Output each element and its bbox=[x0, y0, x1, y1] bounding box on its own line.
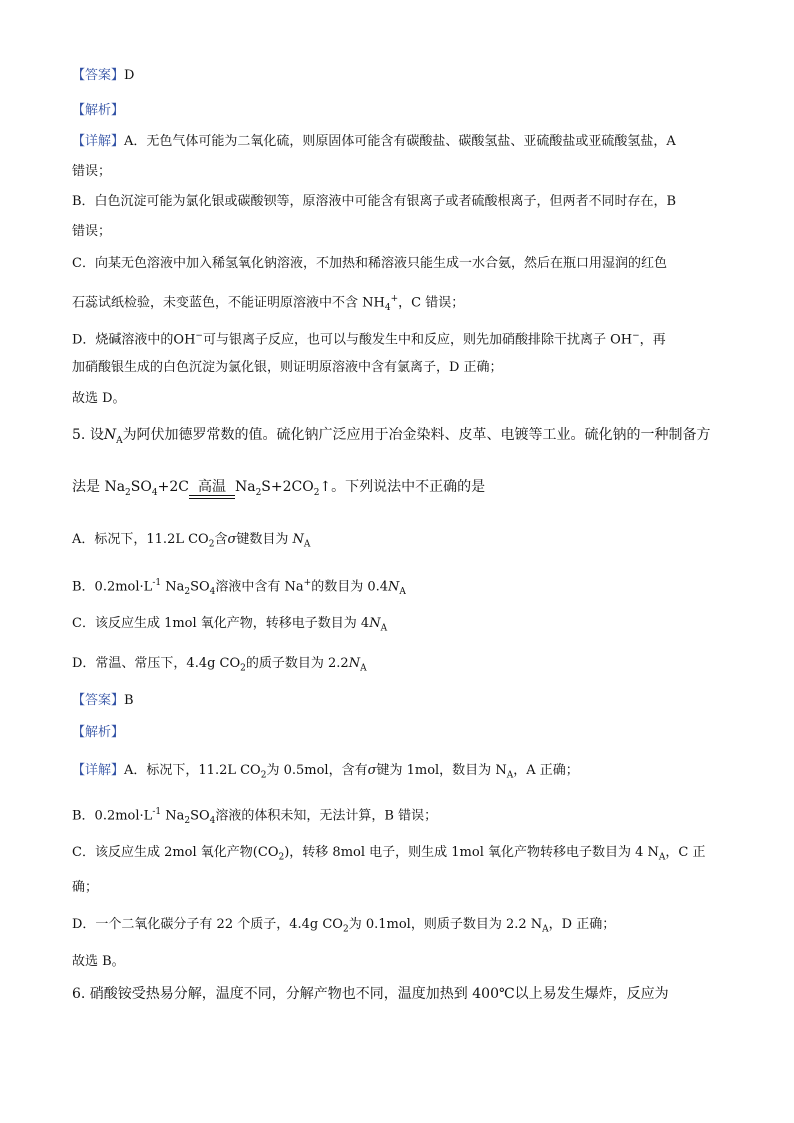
q5-answer-value: B bbox=[124, 693, 134, 708]
q5-a-sub: 2 bbox=[260, 770, 267, 781]
opt-a-sub: 2 bbox=[208, 539, 215, 550]
detail-d-line1 bbox=[72, 326, 666, 350]
q5-a-3: 键为 1mol，数目为 N bbox=[376, 763, 507, 778]
q5-a-4: ，A 正确； bbox=[513, 763, 579, 778]
q5-analysis-tag: 【解析】 bbox=[72, 725, 125, 740]
d1-c: ，再 bbox=[639, 332, 666, 348]
detail-a-line1 bbox=[72, 132, 676, 152]
q5-stem-b: 为阿伏加德罗常数的值。硫化钠广泛应用于冶金染料、皮革、电镀等工业。硫化钠的一种制备方 bbox=[122, 427, 711, 443]
opt-b-s2: 4 bbox=[209, 586, 216, 597]
q5-detail-c-line2: 确； bbox=[72, 880, 99, 895]
q5-b-1: B．0.2mol·L bbox=[72, 808, 153, 824]
q5-stem-a: 设 bbox=[89, 427, 104, 443]
d1-sup1: − bbox=[195, 331, 203, 341]
q5-c-2: )，转移 8mol 电子，则生成 1mol 氧化产物转移电子数目为 4 N bbox=[284, 845, 659, 860]
eq-s1: 2 bbox=[125, 487, 131, 498]
eq-f: ↑。下列说法中不正确的是 bbox=[319, 479, 486, 495]
detail-c-line2 bbox=[72, 289, 464, 318]
q5-d-2: 为 0.1mol，则质子数目为 2.2 N bbox=[348, 917, 543, 932]
detail-b-line2: 错误； bbox=[72, 224, 112, 239]
opt-a-na: N bbox=[292, 532, 304, 547]
opt-b-3: SO bbox=[190, 579, 210, 595]
q5-a-2: 为 0.5mol，含有 bbox=[266, 763, 368, 778]
q5-answer-tag: 【答案】 bbox=[72, 693, 125, 708]
q5-d-sub: 2 bbox=[342, 924, 349, 935]
q5-b-4: 溶液的体积未知，无法计算，B 错误； bbox=[215, 808, 438, 824]
opt-c-na: N bbox=[369, 616, 381, 631]
q5-b-s1: 2 bbox=[184, 815, 191, 826]
q5-b-sup: -1 bbox=[152, 807, 162, 817]
opt-b-5: 的数目为 0.4 bbox=[311, 579, 389, 595]
q5-c-sub: 2 bbox=[278, 852, 285, 863]
option-b bbox=[72, 573, 406, 602]
opt-d-sub: 2 bbox=[240, 663, 246, 674]
q6-stem: 6. 硝酸铵受热易分解，温度不同，分解产物也不同，温度加热到 400℃以上易发生爆炸，反应为 bbox=[72, 986, 669, 1002]
opt-c-na-sub: A bbox=[380, 623, 388, 634]
q5-c-3: ，C 正 bbox=[665, 845, 706, 860]
q5-c-na-sub: A bbox=[658, 852, 666, 863]
q5-detail-d bbox=[72, 915, 615, 940]
q5-b-2: Na bbox=[161, 808, 185, 824]
eq-d: Na bbox=[234, 479, 256, 495]
c2-sup: + bbox=[390, 294, 399, 304]
q5-stem-line2 bbox=[72, 477, 485, 503]
analysis-tag: 【解析】 bbox=[72, 103, 125, 118]
opt-a-na-sub: A bbox=[303, 539, 311, 550]
q5-d-1: D．一个二氧化碳分子有 22 个质子，4.4g CO bbox=[72, 917, 343, 932]
opt-c-1: C．该反应生成 1mol 氧化产物，转移电子数目为 4 bbox=[72, 616, 370, 631]
answer-line bbox=[72, 66, 134, 86]
q4-conclusion: 故选 D。 bbox=[72, 391, 126, 406]
detail-tag: 【详解】 bbox=[72, 134, 125, 149]
q5-number: 5. bbox=[72, 427, 86, 443]
opt-a-sigma: σ bbox=[227, 532, 237, 547]
d1-b: 可与银离子反应，也可以与酸发生中和反应，则先加硝酸排除干扰离子 OH bbox=[202, 332, 633, 348]
opt-d-na-sub: A bbox=[360, 663, 367, 674]
detail-d-line2: 加硝酸银生成的白色沉淀为氯化银，则证明原溶液中含有氯离子，D 正确； bbox=[72, 360, 503, 375]
q5-na-sub: A bbox=[116, 435, 123, 446]
opt-b-2: Na bbox=[161, 579, 185, 595]
q5-answer-line bbox=[72, 691, 134, 711]
q5-detail-b bbox=[72, 802, 437, 831]
opt-b-4: 溶液中含有 Na bbox=[215, 579, 304, 595]
detail-c-line1: C．向某无色溶液中加入稀氢氧化钠溶液，不加热和稀溶液只能生成一水合氨，然后在瓶口用湿润的红色 bbox=[72, 256, 667, 271]
q5-d-na-sub: A bbox=[542, 924, 549, 935]
opt-b-sup: -1 bbox=[152, 578, 162, 588]
eq-e: S+2CO bbox=[261, 479, 314, 495]
opt-b-1: B．0.2mol·L bbox=[72, 579, 153, 595]
opt-a-2: 含 bbox=[214, 532, 228, 547]
q5-d-3: ，D 正确； bbox=[548, 917, 616, 932]
reaction-condition bbox=[189, 478, 235, 503]
c2-sub: 4 bbox=[384, 302, 391, 313]
q5-c-1: C．该反应生成 2mol 氧化产物(CO bbox=[72, 845, 279, 860]
opt-a-3: 键数目为 bbox=[236, 532, 289, 547]
d1-a: D．烧碱溶液中的OH bbox=[72, 332, 196, 348]
q5-detail-c-line1 bbox=[72, 843, 706, 868]
q5-detail-tag: 【详解】 bbox=[72, 763, 125, 778]
option-c bbox=[72, 614, 387, 639]
q5-b-s2: 4 bbox=[209, 815, 216, 826]
opt-a-1: A．标况下，11.2L CO bbox=[72, 532, 209, 547]
option-a bbox=[72, 530, 310, 555]
detail-a-text: A．无色气体可能为二氧化硫，则原固体可能含有碳酸盐、碳酸氢盐、亚硫酸盐或亚硫酸氢盐，A bbox=[124, 134, 676, 149]
opt-d-na: N bbox=[348, 656, 361, 671]
d1-sup2: − bbox=[632, 331, 640, 341]
eq-s3: 2 bbox=[255, 487, 262, 498]
eq-a: 法是 Na bbox=[72, 479, 126, 495]
opt-d-1: D．常温、常压下，4.4g CO bbox=[72, 656, 241, 671]
condition-label: 高温 bbox=[197, 478, 226, 495]
eq-b: SO bbox=[130, 479, 152, 495]
answer-value: D bbox=[124, 68, 135, 83]
q5-a-sigma: σ bbox=[367, 763, 377, 778]
q5-stem-line1 bbox=[72, 425, 711, 451]
q5-na: N bbox=[103, 427, 117, 443]
eq-c: +2C bbox=[157, 479, 189, 495]
opt-b-na: N bbox=[388, 579, 400, 595]
answer-tag: 【答案】 bbox=[72, 68, 125, 83]
option-d bbox=[72, 654, 367, 679]
q5-a-1: A．标况下，11.2L CO bbox=[124, 763, 261, 778]
detail-a-line2: 错误； bbox=[72, 164, 112, 179]
q5-conclusion: 故选 B。 bbox=[72, 954, 125, 969]
c2-text: 石蕊试纸检验，未变蓝色，不能证明原溶液中不含 NH bbox=[72, 295, 385, 311]
opt-b-na-sub: A bbox=[399, 586, 406, 597]
opt-b-sup2: + bbox=[303, 578, 312, 588]
detail-b-line1: B．白色沉淀可能为氯化银或碳酸钡等，原溶液中可能含有银离子或者硫酸根离子，但两者不同时存在，B bbox=[72, 194, 677, 209]
q5-detail-a bbox=[72, 761, 579, 786]
eq-s2: 4 bbox=[151, 487, 158, 498]
opt-b-s1: 2 bbox=[184, 586, 191, 597]
q5-b-3: SO bbox=[190, 808, 210, 824]
c2-post: ，C 错误； bbox=[398, 295, 465, 311]
opt-d-2: 的质子数目为 2.2 bbox=[245, 656, 349, 671]
eq-s4: 2 bbox=[313, 487, 320, 498]
q5-a-na-sub: A bbox=[506, 770, 514, 781]
